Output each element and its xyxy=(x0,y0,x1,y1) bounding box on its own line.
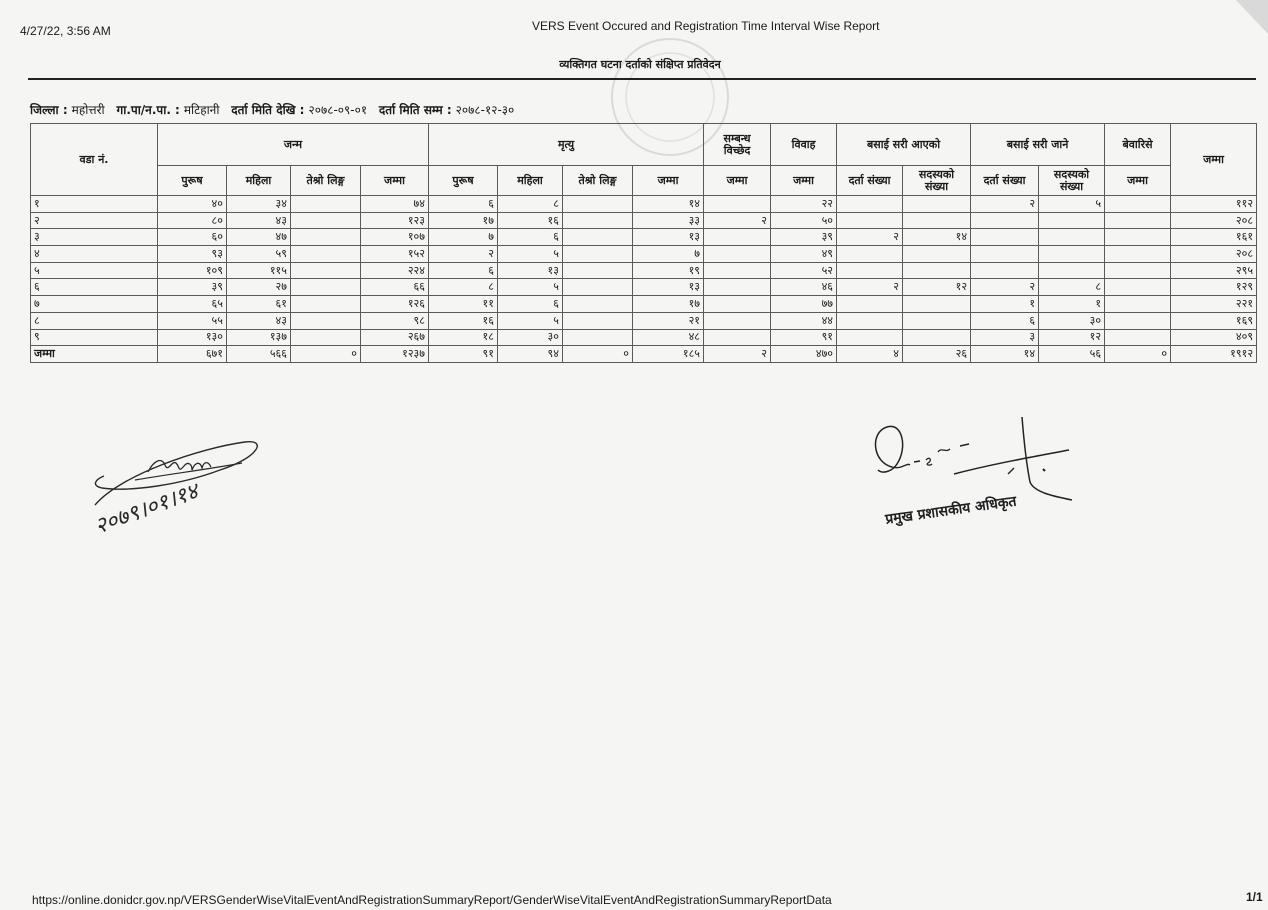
column-header-out-members: सदस्यको संख्या xyxy=(1039,166,1105,196)
table-cell: ४७ xyxy=(227,229,291,246)
column-header-death-male: पुरूष xyxy=(429,166,498,196)
table-cell: ४३ xyxy=(227,212,291,229)
table-header xyxy=(31,124,1257,196)
column-header-grand-total: जम्मा xyxy=(1171,124,1257,196)
table-cell xyxy=(291,296,361,313)
table-cell: ५ xyxy=(498,279,563,296)
table-cell: १३ xyxy=(633,279,704,296)
signature-underline-stroke xyxy=(135,463,242,480)
table-cell: २०८ xyxy=(1171,246,1257,263)
table-cell xyxy=(563,212,633,229)
table-cell: ६ xyxy=(429,196,498,213)
table-cell: १६ xyxy=(429,312,498,329)
table-cell xyxy=(903,246,971,263)
table-cell xyxy=(1039,212,1105,229)
table-cell: ६६ xyxy=(361,279,429,296)
column-group-divorce: सम्बन्ध विच्छेद xyxy=(704,124,771,166)
table-cell: ४४ xyxy=(771,312,837,329)
signature-initial-stroke xyxy=(876,426,903,472)
table-cell xyxy=(837,262,903,279)
header-row-groups xyxy=(31,124,1257,166)
table-cell: १ xyxy=(971,296,1039,313)
table-cell: १७ xyxy=(633,296,704,313)
ward-number-cell: ७ xyxy=(31,296,158,313)
table-cell xyxy=(704,246,771,263)
header-divider xyxy=(28,78,1256,80)
table-cell xyxy=(291,196,361,213)
ward-number-cell: २ xyxy=(31,212,158,229)
table-cell: ११२ xyxy=(1171,196,1257,213)
table-cell: २२ xyxy=(771,196,837,213)
table-cell xyxy=(563,262,633,279)
ward-number-cell: ६ xyxy=(31,279,158,296)
table-cell: ० xyxy=(563,346,633,363)
table-cell: १२६ xyxy=(361,296,429,313)
table-cell xyxy=(903,212,971,229)
table-cell: ५९ xyxy=(227,246,291,263)
ward-number-cell: ३ xyxy=(31,229,158,246)
signature-cross-vertical xyxy=(1022,417,1072,500)
table-cell xyxy=(563,329,633,346)
column-header-divorce-total: जम्मा xyxy=(704,166,771,196)
table-cell: १ xyxy=(1039,296,1105,313)
column-header-marriage-total: जम्मा xyxy=(771,166,837,196)
report-filters xyxy=(30,101,522,118)
ward-number-cell: ९ xyxy=(31,329,158,346)
table-cell: ३९ xyxy=(158,279,227,296)
municipality-value: मटिहानी xyxy=(183,103,220,117)
table-cell xyxy=(837,246,903,263)
table-cell: १३ xyxy=(633,229,704,246)
table-cell xyxy=(837,196,903,213)
column-group-birth: जन्म xyxy=(158,124,429,166)
table-cell: ३० xyxy=(498,329,563,346)
date-to-label: दर्ता मिति सम्म : xyxy=(378,103,452,117)
table-cell xyxy=(291,329,361,346)
table-cell xyxy=(1105,212,1171,229)
table-cell xyxy=(291,246,361,263)
print-page-title: VERS Event Occured and Registration Time Interval Wise Report xyxy=(532,19,880,33)
table-cell xyxy=(563,312,633,329)
table-cell: १५२ xyxy=(361,246,429,263)
table-cell: २ xyxy=(704,212,771,229)
column-header-in-registrations: दर्ता संख्या xyxy=(837,166,903,196)
table-cell: ७४ xyxy=(361,196,429,213)
table-cell: ८ xyxy=(498,196,563,213)
report-table xyxy=(30,123,1257,363)
table-cell xyxy=(1039,229,1105,246)
date-to-value: २०७८-१२-३० xyxy=(455,103,515,117)
table-cell: ३० xyxy=(1039,312,1105,329)
table-cell: ५५ xyxy=(158,312,227,329)
table-cell xyxy=(704,262,771,279)
district-label: जिल्ला : xyxy=(30,103,68,117)
table-row xyxy=(31,279,1257,296)
column-header-death-female: महिला xyxy=(498,166,563,196)
table-cell: ६७१ xyxy=(158,346,227,363)
table-cell: १२ xyxy=(1039,329,1105,346)
table-cell: १४ xyxy=(633,196,704,213)
table-cell xyxy=(837,296,903,313)
column-header-ward: वडा नं. xyxy=(31,124,158,196)
table-cell xyxy=(903,262,971,279)
corner-fold-shape xyxy=(1236,0,1268,34)
table-row xyxy=(31,212,1257,229)
column-header-out-registrations: दर्ता संख्या xyxy=(971,166,1039,196)
table-cell: ५२ xyxy=(771,262,837,279)
table-cell: ६० xyxy=(158,229,227,246)
table-row xyxy=(31,229,1257,246)
ward-number-cell: ८ xyxy=(31,312,158,329)
table-cell xyxy=(563,246,633,263)
table-cell xyxy=(903,296,971,313)
column-group-unclaimed: बेवारिसे xyxy=(1105,124,1171,166)
table-cell: १२ xyxy=(903,279,971,296)
column-header-birth-third-gender: तेश्रो लिङ्ग xyxy=(291,166,361,196)
table-cell: ९४ xyxy=(498,346,563,363)
table-cell: ७ xyxy=(633,246,704,263)
handwritten-date: २०७९।०१।१४ xyxy=(91,479,202,540)
table-cell xyxy=(704,279,771,296)
table-cell: ६१ xyxy=(227,296,291,313)
table-body xyxy=(31,196,1257,363)
table-cell: १२९ xyxy=(1171,279,1257,296)
officer-title: प्रमुख प्रशासकीय अधिकृत xyxy=(884,493,1018,528)
table-cell: ४९ xyxy=(771,246,837,263)
table-cell xyxy=(1105,229,1171,246)
table-cell: १८५ xyxy=(633,346,704,363)
table-cell: ९३ xyxy=(158,246,227,263)
table-cell: २७ xyxy=(227,279,291,296)
table-cell xyxy=(704,296,771,313)
table-cell: २ xyxy=(429,246,498,263)
table-cell xyxy=(563,279,633,296)
table-cell: १३७ xyxy=(227,329,291,346)
signature-s-stroke xyxy=(926,458,932,465)
table-cell: १३० xyxy=(158,329,227,346)
table-cell: १९ xyxy=(633,262,704,279)
table-cell: २१ xyxy=(633,312,704,329)
table-cell: ४०९ xyxy=(1171,329,1257,346)
table-cell: ९८ xyxy=(361,312,429,329)
header-row-subcolumns xyxy=(31,166,1257,196)
column-header-in-members: सदस्यको संख्या xyxy=(903,166,971,196)
table-cell: १६ xyxy=(498,212,563,229)
table-cell: २ xyxy=(837,229,903,246)
table-cell xyxy=(291,279,361,296)
print-page-number: 1/1 xyxy=(1246,890,1263,904)
table-row xyxy=(31,329,1257,346)
table-cell: ५ xyxy=(498,312,563,329)
ward-number-cell: ५ xyxy=(31,262,158,279)
table-cell: ० xyxy=(291,346,361,363)
table-cell: ४८ xyxy=(633,329,704,346)
table-cell xyxy=(291,229,361,246)
table-cell xyxy=(1039,262,1105,279)
table-cell: १२३७ xyxy=(361,346,429,363)
table-cell: ६ xyxy=(429,262,498,279)
table-cell: १८ xyxy=(429,329,498,346)
table-cell: १२३ xyxy=(361,212,429,229)
table-cell xyxy=(971,229,1039,246)
table-cell: ३ xyxy=(971,329,1039,346)
column-group-marriage: विवाह xyxy=(771,124,837,166)
table-cell: १६१ xyxy=(1171,229,1257,246)
table-row xyxy=(31,246,1257,263)
table-cell: ११५ xyxy=(227,262,291,279)
table-cell: ५ xyxy=(1039,196,1105,213)
signature-dot xyxy=(1043,469,1045,471)
column-group-migration-in: बसाई सरी आएको xyxy=(837,124,971,166)
table-cell: २ xyxy=(837,279,903,296)
page-corner-fold xyxy=(1230,0,1268,40)
column-header-unclaimed-total: जम्मा xyxy=(1105,166,1171,196)
handwritten-signature-right xyxy=(862,412,1077,507)
table-cell xyxy=(903,196,971,213)
table-cell: ६ xyxy=(498,229,563,246)
table-cell: ६५ xyxy=(158,296,227,313)
ward-number-cell: १ xyxy=(31,196,158,213)
table-cell: ४६ xyxy=(771,279,837,296)
table-row xyxy=(31,196,1257,213)
table-cell xyxy=(704,229,771,246)
date-from-label: दर्ता मिति देखि : xyxy=(231,103,305,117)
table-cell: ९१ xyxy=(429,346,498,363)
table-cell xyxy=(837,329,903,346)
table-cell: ५ xyxy=(498,246,563,263)
table-cell xyxy=(1105,246,1171,263)
table-cell xyxy=(903,329,971,346)
table-cell: २ xyxy=(971,279,1039,296)
table-cell xyxy=(563,196,633,213)
table-row xyxy=(31,312,1257,329)
table-cell xyxy=(291,212,361,229)
table-cell xyxy=(971,212,1039,229)
signature-dash-stroke-2 xyxy=(960,444,969,446)
table-cell xyxy=(563,229,633,246)
column-header-birth-female: महिला xyxy=(227,166,291,196)
table-cell: ० xyxy=(1105,346,1171,363)
table-cell xyxy=(1105,329,1171,346)
table-cell: २२१ xyxy=(1171,296,1257,313)
table-cell: १०७ xyxy=(361,229,429,246)
table-cell xyxy=(563,296,633,313)
table-cell xyxy=(837,212,903,229)
column-header-birth-total: जम्मा xyxy=(361,166,429,196)
table-cell: १०९ xyxy=(158,262,227,279)
table-cell xyxy=(903,312,971,329)
municipality-label: गा.पा/न.पा. : xyxy=(116,103,180,117)
table-total-row xyxy=(31,346,1257,363)
table-cell xyxy=(1105,312,1171,329)
handwritten-signature-left xyxy=(80,430,290,542)
column-group-death: मृत्यु xyxy=(429,124,704,166)
table-cell: १३ xyxy=(498,262,563,279)
table-cell xyxy=(971,246,1039,263)
column-header-death-total: जम्मा xyxy=(633,166,704,196)
table-cell: २०८ xyxy=(1171,212,1257,229)
signature-dash-stroke xyxy=(914,461,920,462)
report-title: व्यक्तिगत घटना दर्ताको संक्षिप्त प्रतिवेदन xyxy=(559,58,721,71)
table-row xyxy=(31,296,1257,313)
table-cell: ८० xyxy=(158,212,227,229)
signature-n-stroke xyxy=(938,449,950,452)
table-cell: ७ xyxy=(429,229,498,246)
table-cell: ४० xyxy=(158,196,227,213)
table-cell: ८ xyxy=(1039,279,1105,296)
table-cell: ८ xyxy=(429,279,498,296)
table-cell: ३९ xyxy=(771,229,837,246)
table-cell: २९५ xyxy=(1171,262,1257,279)
table-cell xyxy=(1105,262,1171,279)
table-cell: २ xyxy=(971,196,1039,213)
table-cell: ५६ xyxy=(1039,346,1105,363)
table-cell: १४ xyxy=(903,229,971,246)
total-label-cell: जम्मा xyxy=(31,346,158,363)
column-group-migration-out: बसाई सरी जाने xyxy=(971,124,1105,166)
table-cell xyxy=(1039,246,1105,263)
table-cell xyxy=(1105,296,1171,313)
table-cell: ६ xyxy=(971,312,1039,329)
signature-tick-stroke xyxy=(1008,468,1014,474)
print-datetime: 4/27/22, 3:56 AM xyxy=(20,24,111,38)
table-cell: २२४ xyxy=(361,262,429,279)
date-from-value: २०७८-०९-०१ xyxy=(308,103,368,117)
table-row xyxy=(31,262,1257,279)
table-cell: ३४ xyxy=(227,196,291,213)
table-cell: १४ xyxy=(971,346,1039,363)
table-cell: ५० xyxy=(771,212,837,229)
column-header-death-third-gender: तेश्रो लिङ्ग xyxy=(563,166,633,196)
table-cell: २६७ xyxy=(361,329,429,346)
column-header-birth-male: पुरूष xyxy=(158,166,227,196)
table-cell: ४७० xyxy=(771,346,837,363)
table-cell xyxy=(704,312,771,329)
table-cell: २ xyxy=(704,346,771,363)
table-cell: ४३ xyxy=(227,312,291,329)
table-cell xyxy=(1105,279,1171,296)
table-cell: ६ xyxy=(498,296,563,313)
table-cell: ११ xyxy=(429,296,498,313)
table-cell: ४ xyxy=(837,346,903,363)
table-cell: २६ xyxy=(903,346,971,363)
print-footer-url: https://online.donidcr.gov.np/VERSGenderWiseVitalEventAndRegistrationSummaryReport/GenderWiseVitalEventAndRegistrationSummaryReportData xyxy=(32,893,832,907)
table-cell: ९१ xyxy=(771,329,837,346)
table-cell: ३३ xyxy=(633,212,704,229)
table-cell: १६९ xyxy=(1171,312,1257,329)
table-cell: ५६६ xyxy=(227,346,291,363)
ward-number-cell: ४ xyxy=(31,246,158,263)
table-cell xyxy=(837,312,903,329)
table-cell xyxy=(704,196,771,213)
table-cell: १९१२ xyxy=(1171,346,1257,363)
district-value: महोत्तरी xyxy=(71,103,105,117)
table-cell xyxy=(1105,196,1171,213)
table-cell xyxy=(291,262,361,279)
table-cell xyxy=(704,329,771,346)
table-cell: ७७ xyxy=(771,296,837,313)
table-cell xyxy=(971,262,1039,279)
table-cell xyxy=(291,312,361,329)
table-cell: १७ xyxy=(429,212,498,229)
